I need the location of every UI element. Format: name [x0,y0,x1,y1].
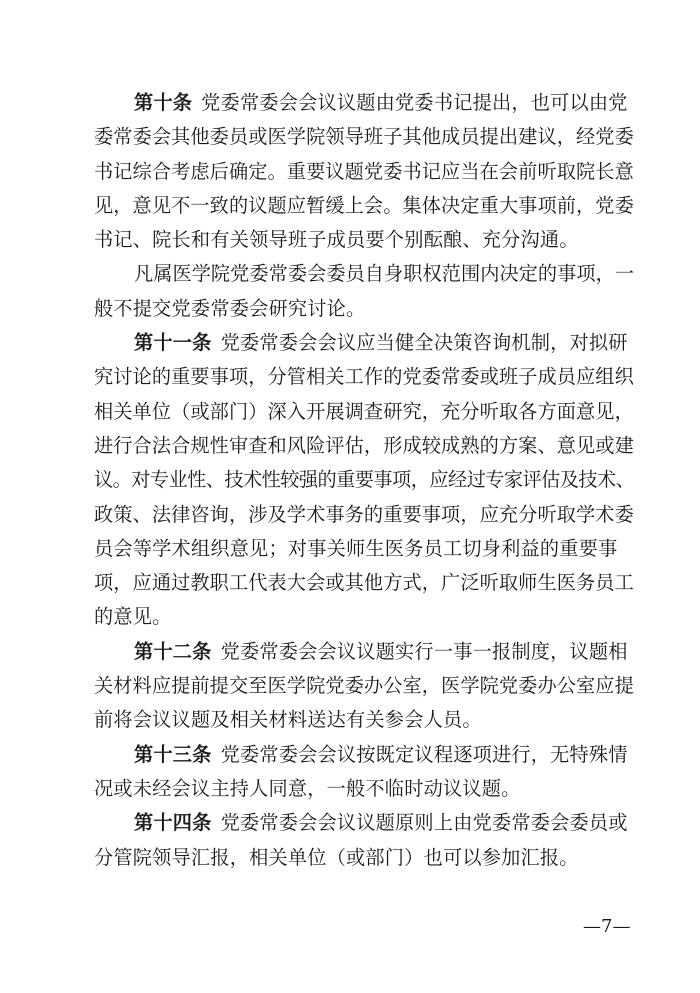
text-line [94,841,634,875]
article-first-line [94,738,634,772]
article-first-line [94,635,634,669]
text-line [94,120,634,154]
text-line [94,395,634,429]
article-first-line [94,806,634,840]
text-line [94,292,634,326]
line-text: 书记综合考虑后确定。重要议题党委书记应当在会前听取院长意 [94,159,634,183]
article-number: 第十一条 [134,331,212,355]
text-line [94,772,634,806]
article-number: 第十条 [134,91,193,114]
line-text: 党委常委会会议议题原则上由党委常委会委员或 [220,811,628,835]
article-first-line [94,326,634,360]
line-text: 委常委会其他委员或医学院领导班子其他成员提出建议，经党委 [94,125,634,149]
line-text: 书记、院长和有关领导班子成员要个别酝酿、充分沟通。 [94,228,579,252]
line-text: 前将会议议题及相关材料送达有关参会人员。 [94,708,482,732]
text-line [94,189,634,223]
article-number: 第十四条 [134,811,212,835]
text-line [94,223,634,257]
line-text: 见，意见不一致的议题应暂缓上会。集体决定重大事项前，党委 [94,193,634,217]
line-text: 员会等学术组织意见；对事关师生医务员工切身利益的重要事 [94,536,618,560]
line-text: 况或未经会议主持人同意，一般不临时动议议题。 [94,776,521,800]
text-line [94,669,634,703]
text-line [94,532,634,566]
text-line [94,463,634,497]
line-text: 党委常委会会议议题实行一事一报制度，议题相 [220,639,628,663]
line-text: 关材料应提前提交至医学院党委办公室，医学院党委办公室应提 [94,674,634,698]
text-line [94,155,634,189]
page-number: —7— [583,916,631,937]
line-text: 议。对专业性、技术性较强的重要事项，应经过专家评估及技术、 [94,468,635,492]
article-number: 第十三条 [134,742,212,766]
line-text: 党委常委会会议按既定议程逐项进行，无特殊情 [220,742,628,766]
text-line [94,498,634,532]
article-first-line [94,86,634,120]
line-text: 项，应通过教职工代表大会或其他方式，广泛听取师生医务员工 [94,571,634,595]
line-text: 凡属医学院党委常委会委员自身职权范围内决定的事项，一 [134,262,635,286]
article-number: 第十二条 [134,639,212,663]
text-line [94,566,634,600]
text-line [94,360,634,394]
line-text: 政策、法律咨询，涉及学术事务的重要事项，应充分听取学术委 [94,502,634,526]
line-text: 的意见。 [94,605,172,629]
line-text: 分管院领导汇报，相关单位（或部门）也可以参加汇报。 [94,845,579,869]
text-line [94,600,634,634]
line-text: 究讨论的重要事项，分管相关工作的党委常委或班子成员应组织 [94,365,634,389]
line-text: 党委常委会会议议题由党委书记提出，也可以由党 [201,91,628,114]
line-text: 进行合法合规性审查和风险评估，形成较成熟的方案、意见或建 [94,433,634,457]
line-text: 党委常委会会议应当健全决策咨询机制，对拟研 [220,331,628,355]
document-body [94,86,634,875]
line-text: 相关单位（或部门）深入开展调查研究，充分听取各方面意见， [94,399,634,423]
text-line [94,703,634,737]
line-text: 般不提交党委常委会研究讨论。 [94,296,366,320]
text-line [94,429,634,463]
paragraph-first-line [94,257,634,291]
